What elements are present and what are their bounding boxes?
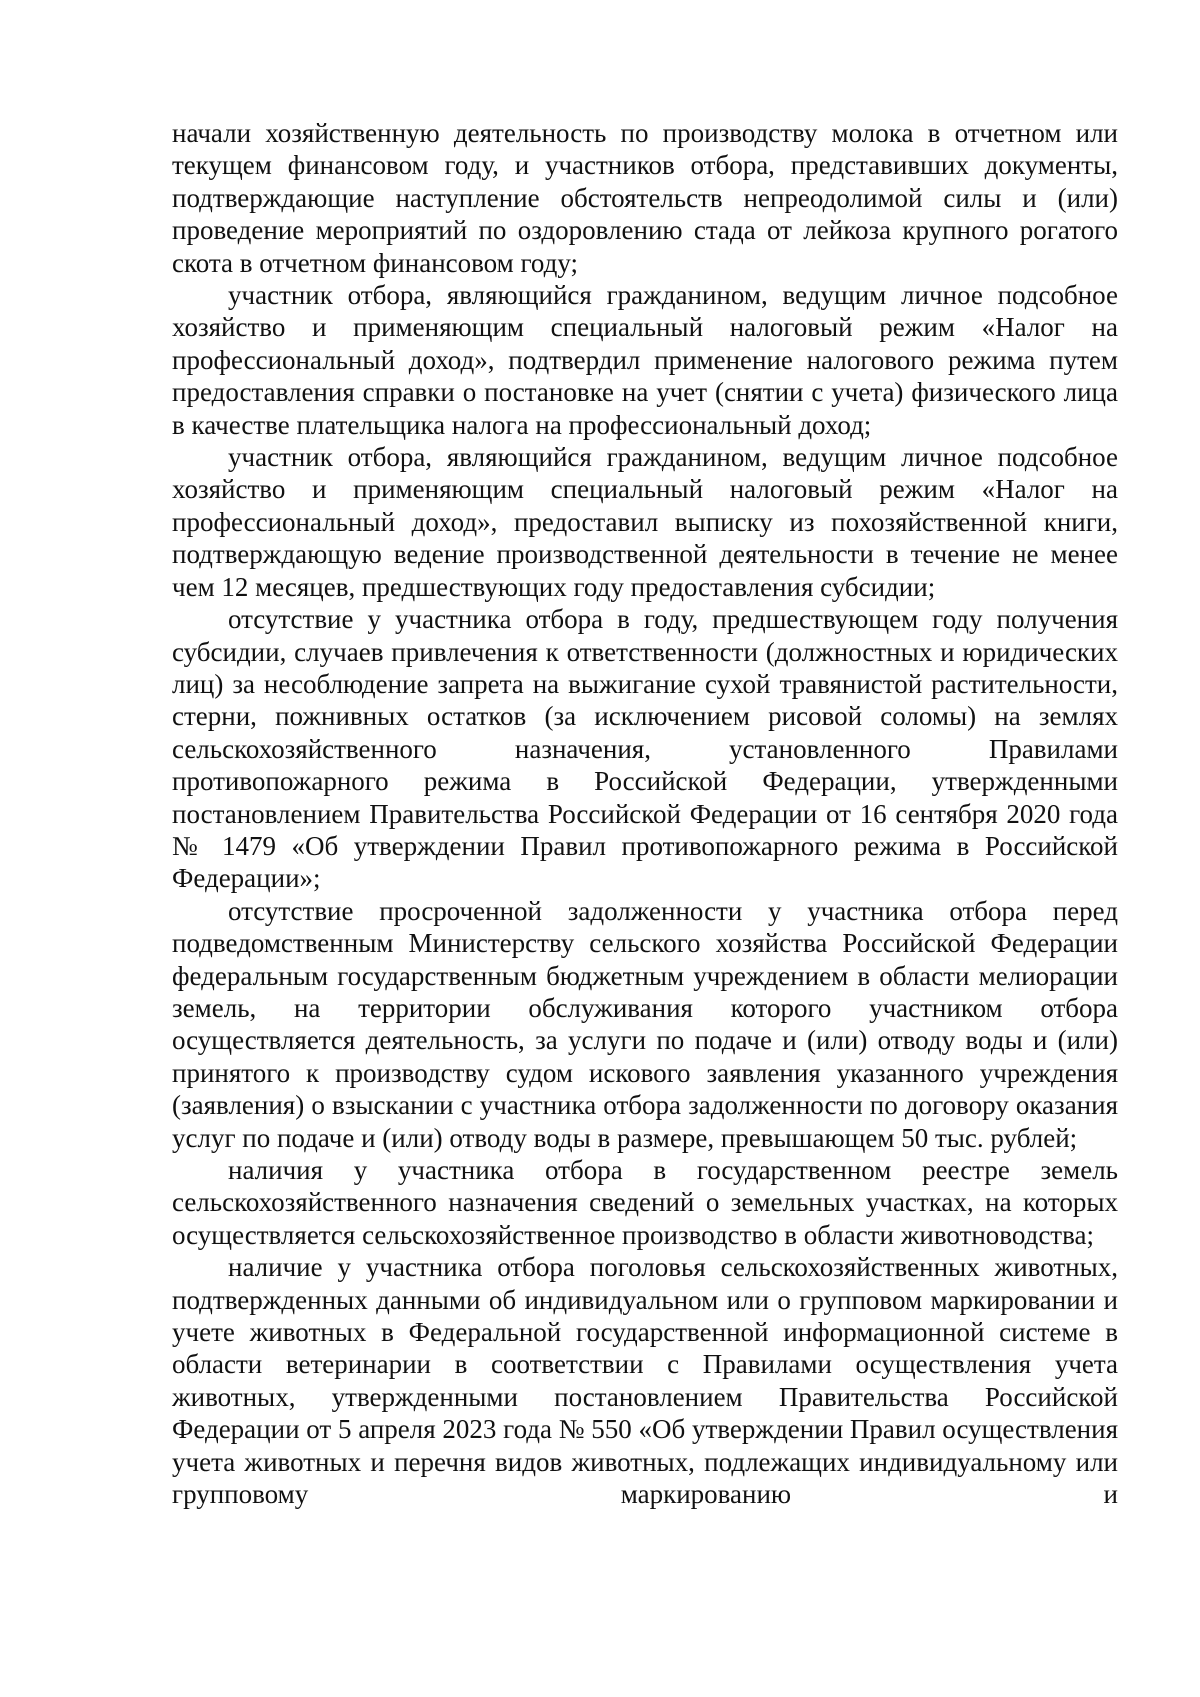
paragraph-animal-livestock: наличие у участника отбора поголовья сельскохозяйственных животных, подтвержденных данными об индивидуальном или о групповом маркировании и учете животных в Федеральной государственной информационной системе в области ветеринарии в соответствии с Правилами осуществления учета животных, утвержденными постановлением Правительства Российской Федерации от 5 апреля 2023 года № 550 «Об утверждении Правил осуществления учета животных и перечня видов животных, подлежащих индивидуальному или групповому маркированию и <box>172 1252 1118 1510</box>
paragraph-household-book-extract: участник отбора, являющийся гражданином, ведущим личное подсобное хозяйство и применяющим специальный налоговый режим «Налог на профессиональный доход», предоставил выписку из похозяйственной книги, подтверждающую ведение производственной деятельности в течение не менее чем 12 месяцев, предшествующих году предоставления субсидии; <box>172 442 1118 602</box>
paragraph-npd-certificate: участник отбора, являющийся гражданином, ведущим личное подсобное хозяйство и применяющим специальный налоговый режим «Налог на профессиональный доход», подтвердил применение налогового режима путем предоставления справки о постановке на учет (снятии с учета) физического лица в качестве плательщика налога на профессиональный доход; <box>172 280 1118 440</box>
paragraph-continuation: начали хозяйственную деятельность по производству молока в отчетном или текущем финансовом году, и участников отбора, представивших документы, подтверждающие наступление обстоятельств непреодолимой силы и (или) проведение мероприятий по оздоровлению стада от лейкоза крупного рогатого скота в отчетном финансовом году; <box>172 118 1118 278</box>
paragraph-land-registry: наличия у участника отбора в государственном реестре земель сельскохозяйственного назначения сведений о земельных участках, на которых осуществляется сельскохозяйственное производство в области животноводства; <box>172 1155 1118 1250</box>
paragraph-fire-safety: отсутствие у участника отбора в году, предшествующем году получения субсидии, случаев привлечения к ответственности (должностных и юридических лиц) за несоблюдение запрета на выжигание сухой травянистой растительности, стерни, пожнивных остатков (за исключением рисовой соломы) на землях сельскохозяйственного назначения, установленного Правилами противопожарного режима в Российской Федерации, утвержденными постановлением Правительства Российской Федерации от 16 сентября 2020 года № 1479 «Об утверждении Правил противопожарного режима в Российской Федерации»; <box>172 604 1118 894</box>
document-body <box>172 117 1118 1510</box>
paragraph-melioration-debt: отсутствие просроченной задолженности у участника отбора перед подведомственным Министерству сельского хозяйства Российской Федерации федеральным государственным бюджетным учреждением в области мелиорации земель, на территории обслуживания которого участником отбора осуществляется деятельность, за услуги по подаче и (или) отводу воды и (или) принятого к производству судом искового заявления указанного учреждения (заявления) о взыскании с участника отбора задолженности по договору оказания услуг по подаче и (или) отводу воды в размере, превышающем 50 тыс. рублей; <box>172 895 1118 1153</box>
